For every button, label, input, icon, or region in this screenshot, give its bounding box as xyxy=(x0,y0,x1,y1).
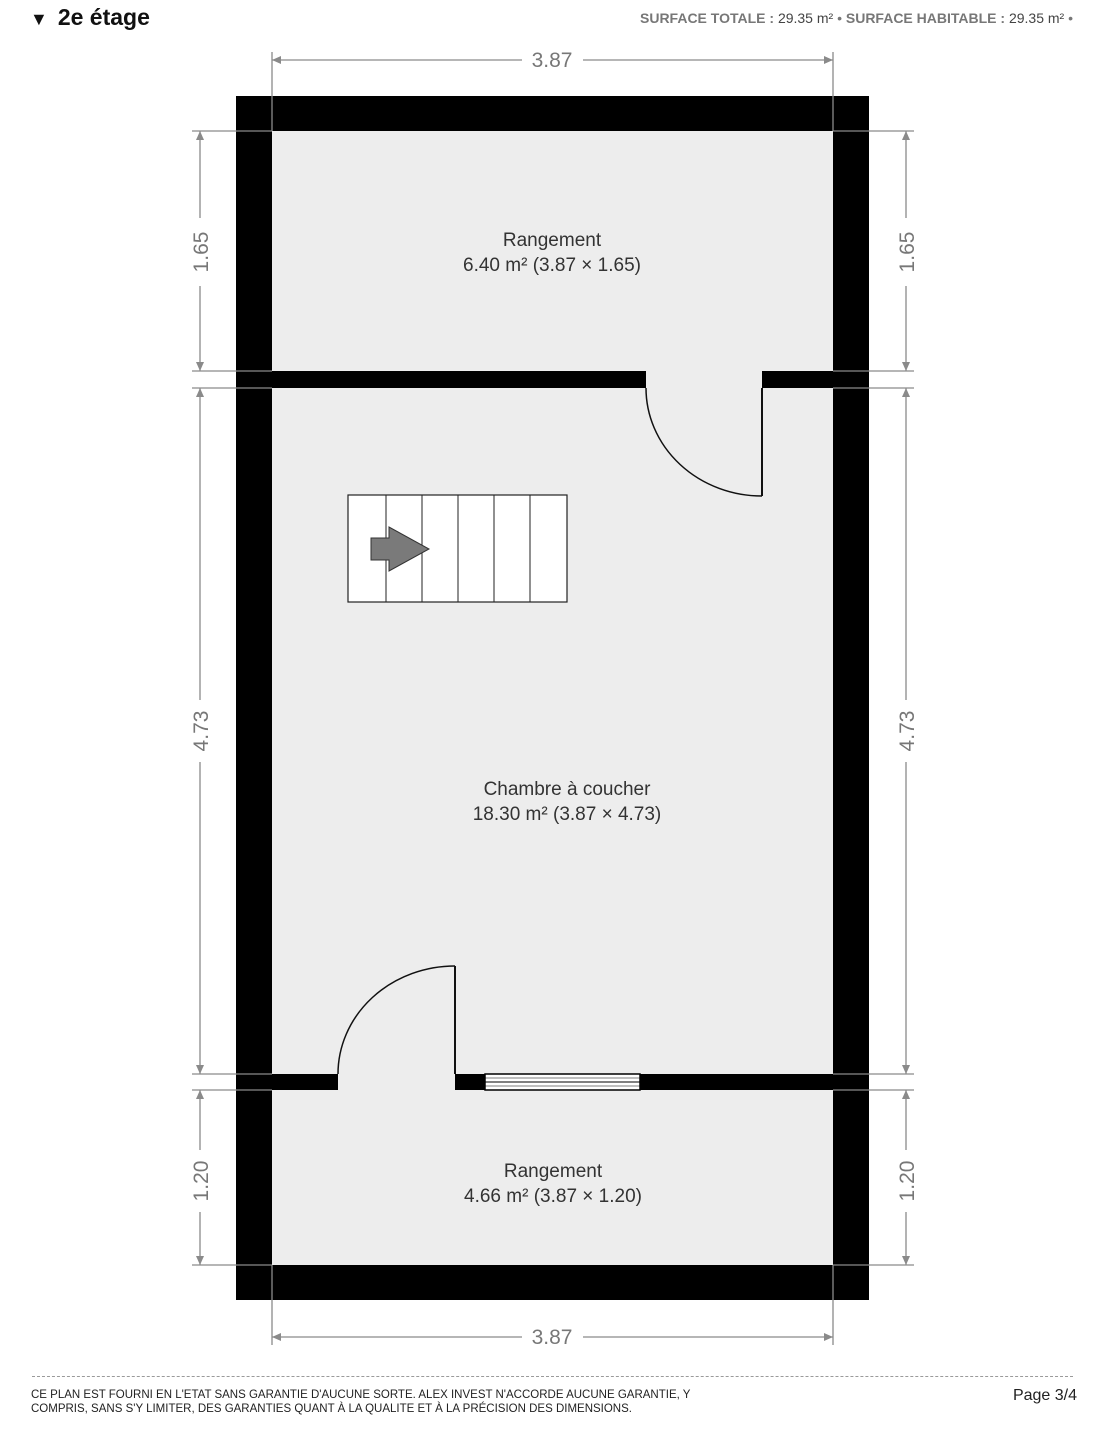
surface-total-label: SURFACE TOTALE : xyxy=(640,10,775,26)
floor-area xyxy=(272,131,833,1265)
room-name: Rangement xyxy=(503,1161,603,1182)
room-name: Rangement xyxy=(502,230,602,251)
stairs xyxy=(348,495,567,602)
room-area: 18.30 m² (3.87 × 4.73) xyxy=(472,804,662,825)
dim-top-width: 3.87 xyxy=(531,49,573,72)
triangle-down-icon[interactable]: ▼ xyxy=(30,9,48,29)
wall-left xyxy=(236,96,272,1300)
room-area: 6.40 m² (3.87 × 1.65) xyxy=(463,255,641,276)
disclaimer-text: CE PLAN EST FOURNI EN L'ETAT SANS GARANTIE D'AUCUNE SORTE. ALEX INVEST N'ACCORDE AUCUNE GARANTIE, Y COMPRIS, SANS S'Y LIMITER, DES GARANTIES QUANT À LA QUALITE ET À LA PRÉCISION DES DIMENSIONS. xyxy=(31,1389,691,1415)
dim-right-bottom: 1.20 xyxy=(896,1160,919,1202)
wall-lower-right xyxy=(640,1074,833,1090)
wall-upper-left xyxy=(272,371,646,388)
dim-right-top: 1.65 xyxy=(896,231,919,273)
wall-right xyxy=(833,96,869,1300)
dim-right-middle: 4.73 xyxy=(896,710,919,752)
dim-bottom-width: 3.87 xyxy=(531,1326,573,1349)
surface-habitable-value: 29.35 m² xyxy=(1008,10,1065,26)
wall-lower-left xyxy=(272,1074,338,1090)
room-name: Chambre à coucher xyxy=(483,779,651,800)
surface-separator: • xyxy=(837,10,842,26)
wall-lower-mid xyxy=(455,1074,485,1090)
surface-separator-end: • xyxy=(1068,10,1073,26)
dim-left-bottom: 1.20 xyxy=(190,1160,213,1202)
surface-total-value: 29.35 m² xyxy=(777,10,834,26)
dim-left-top: 1.65 xyxy=(190,231,213,273)
wall-top xyxy=(236,96,869,131)
wall-upper-right xyxy=(762,371,833,388)
footer-divider xyxy=(32,1376,1073,1377)
wall-bottom xyxy=(236,1265,869,1300)
room-area: 4.66 m² (3.87 × 1.20) xyxy=(464,1186,642,1207)
page-number: Page 3/4 xyxy=(1012,1387,1077,1404)
dim-left-middle: 4.73 xyxy=(190,710,213,752)
window xyxy=(485,1074,640,1090)
floor-title: 2e étage xyxy=(57,4,150,30)
surface-habitable-label: SURFACE HABITABLE : xyxy=(845,10,1006,26)
